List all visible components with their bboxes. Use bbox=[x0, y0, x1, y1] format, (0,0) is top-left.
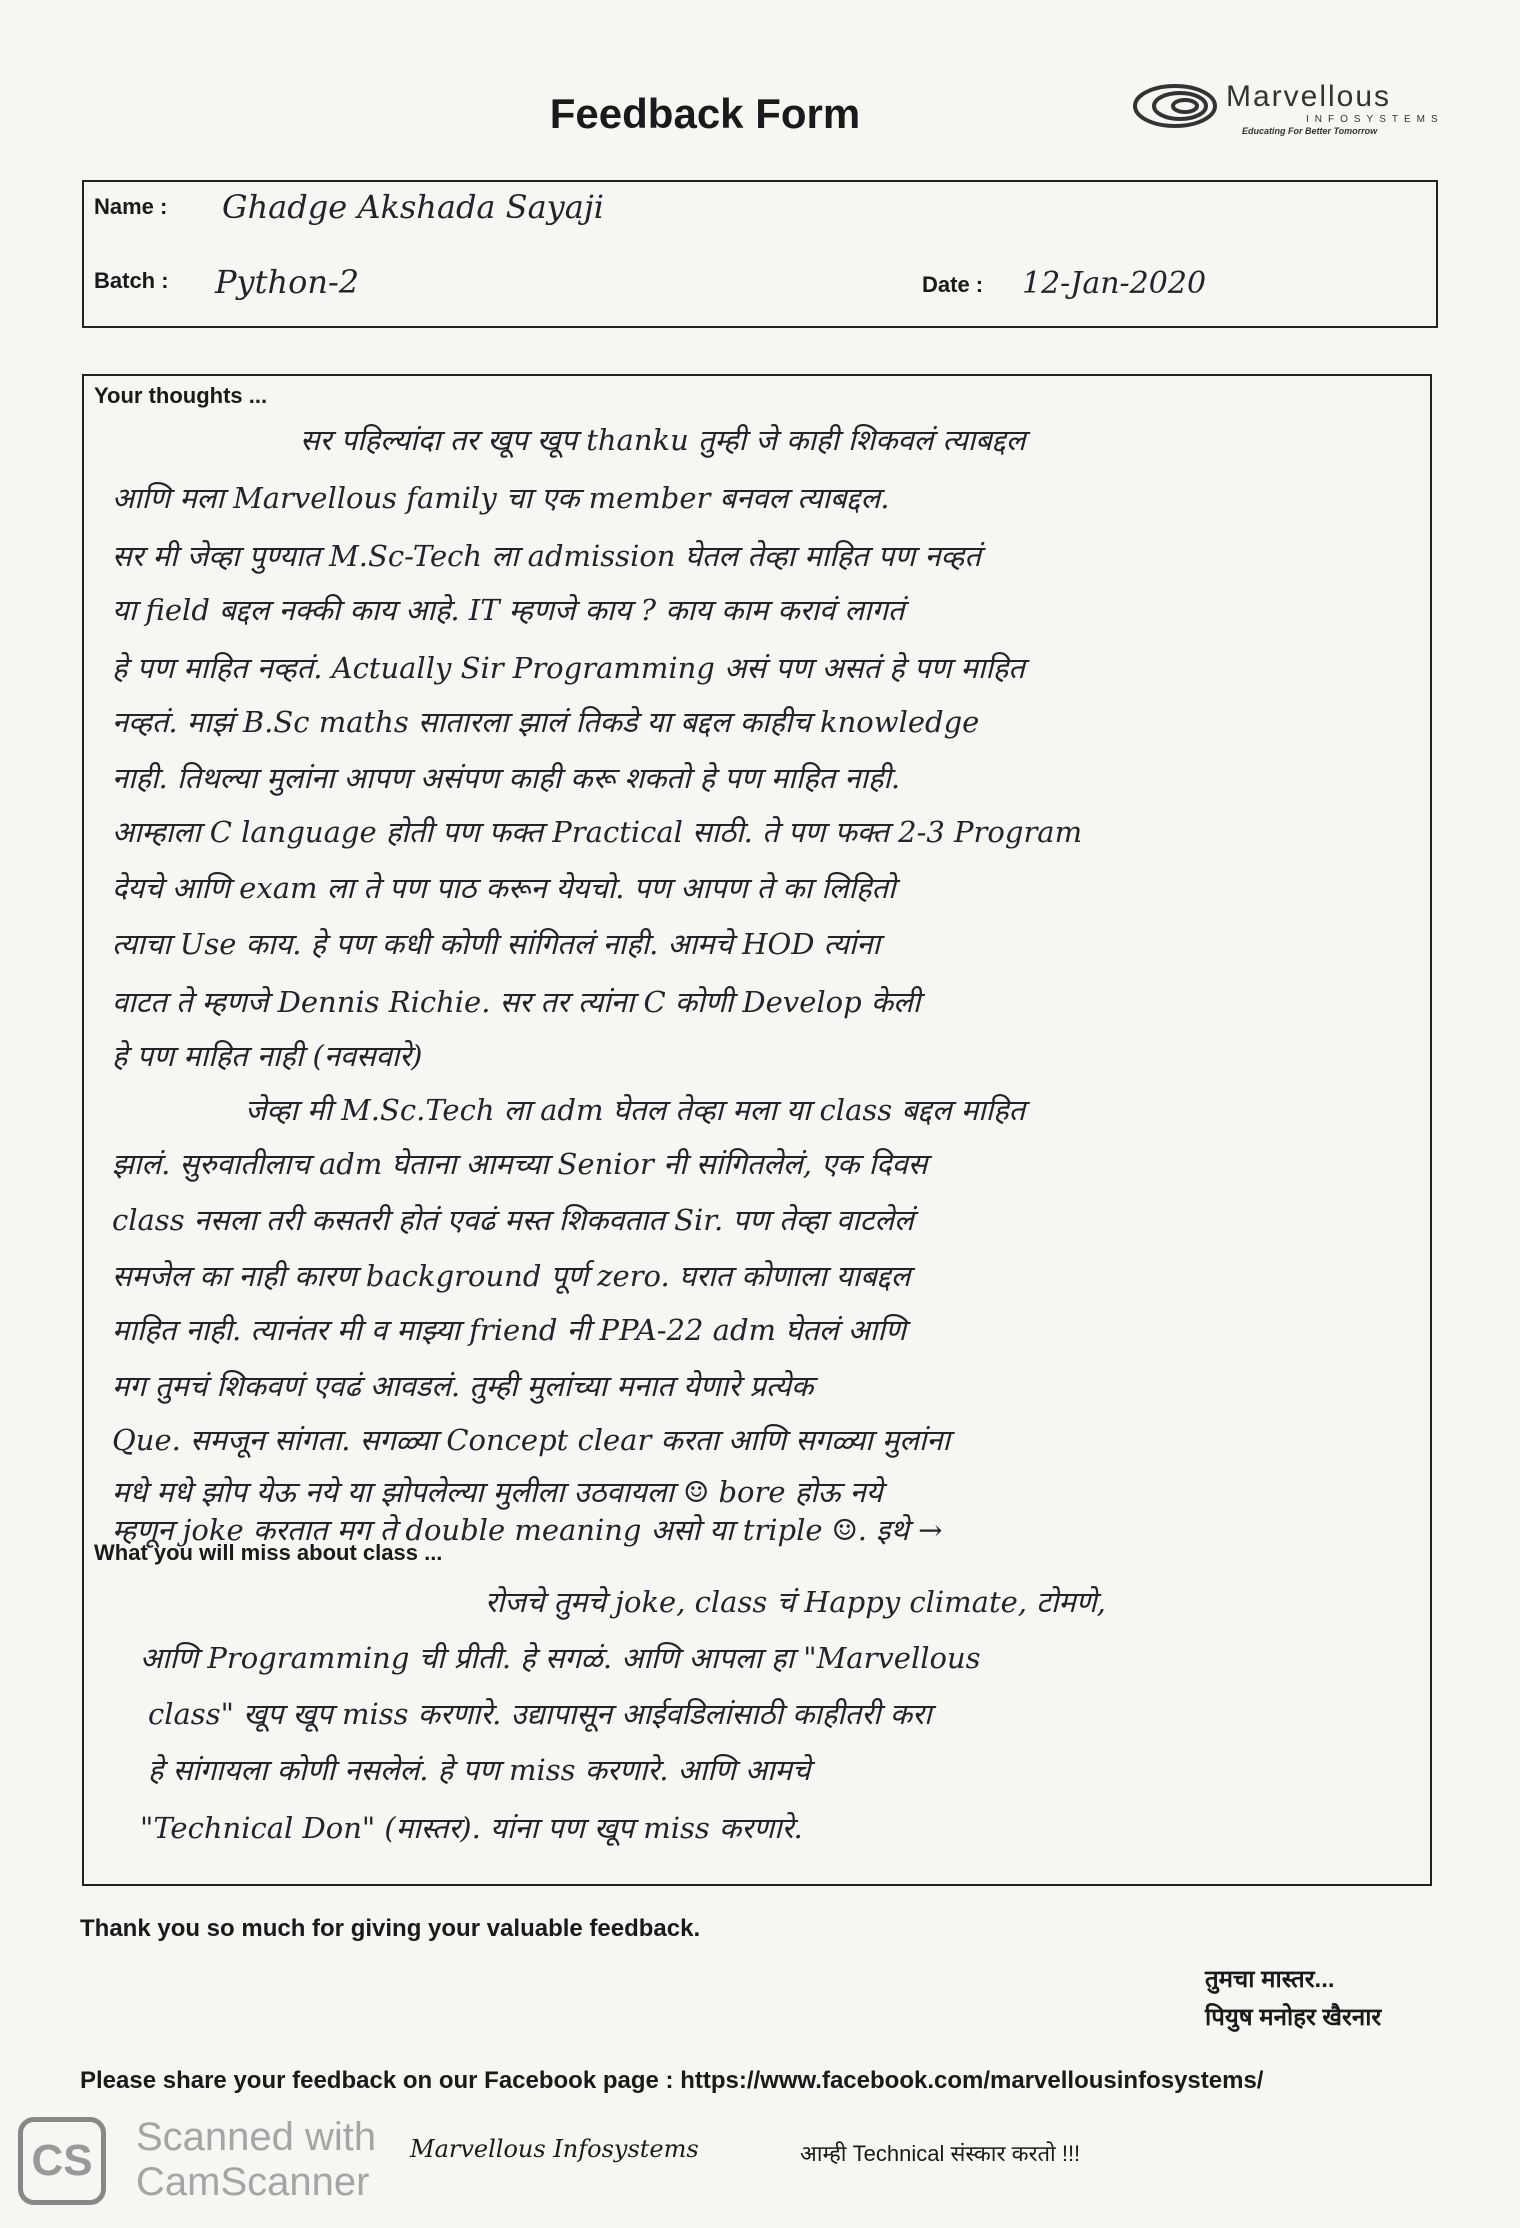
thought-line: झालं. सुरुवातीलाच adm घेताना आमच्या Senior नी सांगितलेलं, एक दिवस bbox=[112, 1147, 928, 1181]
miss-line: आणि Programming ची प्रीती. हे सगळं. आणि आपला हा "Marvellous bbox=[140, 1641, 981, 1675]
thought-line: म्हणून joke करतात मग ते double meaning असो या triple ☺. इथे → bbox=[112, 1513, 943, 1547]
logo-swirl-icon bbox=[1130, 78, 1220, 138]
date-field: 12-Jan-2020 bbox=[1022, 266, 1207, 301]
thought-line: मधे मधे झोप येऊ नये या झोपलेल्या मुलीला उठवायला ☺ bore होऊ नये bbox=[112, 1475, 883, 1509]
miss-line: "Technical Don" (मास्तर). यांना पण खूप miss करणारे. bbox=[140, 1811, 803, 1845]
thought-line: सर पहिल्यांदा तर खूप खूप thanku तुम्ही जे काही शिकवलं त्याबद्दल bbox=[300, 423, 1026, 457]
logo-name: Marvellous bbox=[1226, 80, 1392, 113]
thought-line: समजेल का नाही कारण background पूर्ण zero. घरात कोणाला याबद्दल bbox=[112, 1259, 911, 1293]
miss-line: हे सांगायला कोणी नसलेलं. हे पण miss करणारे. आणि आमचे bbox=[148, 1753, 811, 1787]
thought-line: सर मी जेव्हा पुण्यात M.Sc-Tech ला admission घेतल तेव्हा माहित पण नव्हतं bbox=[112, 539, 981, 573]
miss-line: रोजचे तुमचे joke, class चं Happy climate, टोमणे, bbox=[485, 1585, 1106, 1619]
miss-label: What you will miss about class ... bbox=[94, 1540, 443, 1565]
thoughts-label: Your thoughts ... bbox=[94, 383, 268, 408]
scanner-watermark-line-2: CamScanner bbox=[136, 2160, 370, 2204]
company-logo bbox=[1130, 78, 1480, 138]
thought-line: हे पण माहित नव्हतं. Actually Sir Programming असं पण असतं हे पण माहित bbox=[112, 651, 1025, 685]
signature-line-1: तुमचा मास्तर... bbox=[1205, 1966, 1335, 1993]
thought-line: हे पण माहित नाही (नवसवारे) bbox=[112, 1039, 423, 1073]
company-name: Marvellous Infosystems bbox=[410, 2135, 699, 2163]
thought-line: या field बद्दल नक्की काय आहे. IT म्हणजे काय ? काय काम करावं लागतं bbox=[112, 593, 905, 627]
thought-line: class नसला तरी कसतरी होतं एवढं मस्त शिकवतात Sir. पण तेव्हा वाटलेलं bbox=[112, 1203, 914, 1237]
form-title: Feedback Form bbox=[549, 90, 861, 137]
camscanner-logo-icon: CS bbox=[18, 2117, 106, 2205]
batch-field: Python-2 bbox=[215, 263, 360, 301]
name-label: Name : bbox=[94, 194, 168, 219]
scanner-watermark-line-1: Scanned with bbox=[136, 2115, 377, 2159]
thought-line: देयचे आणि exam ला ते पण पाठ करून येयचो. पण आपण ते का लिहितो bbox=[112, 871, 896, 905]
thought-line: नाही. तिथल्या मुलांना आपण असंपण काही करू शकतो हे पण माहित नाही. bbox=[112, 761, 901, 795]
company-motto: आम्ही Technical संस्कार करतो !!! bbox=[800, 2141, 1081, 2166]
thought-line: Que. समजून सांगता. सगळ्या Concept clear करता आणि सगळ्या मुलांना bbox=[112, 1423, 950, 1457]
thought-line: मग तुमचं शिकवणं एवढं आवडलं. तुम्ही मुलांच्या मनात येणारे प्रत्येक bbox=[112, 1369, 814, 1403]
logo-subtitle: INFOSYSTEMS bbox=[1306, 114, 1444, 125]
name-field: Ghadge Akshada Sayaji bbox=[222, 188, 604, 226]
thought-line: माहित नाही. त्यानंतर मी व माझ्या friend नी PPA-22 adm घेतलं आणि bbox=[112, 1313, 906, 1347]
miss-line: class" खूप खूप miss करणारे. उद्यापासून आईवडिलांसाठी काहीतरी करा bbox=[148, 1697, 932, 1731]
thought-line: वाटत ते म्हणजे Dennis Richie. सर तर त्यांना C कोणी Develop केली bbox=[112, 985, 921, 1019]
thanks-note: Thank you so much for giving your valuable feedback. bbox=[80, 1915, 701, 1942]
thought-line: त्याचा Use काय. हे पण कधी कोणी सांगितलं नाही. आमचे HOD त्यांना bbox=[112, 927, 881, 961]
batch-label: Batch : bbox=[94, 268, 169, 293]
date-label: Date : bbox=[922, 272, 984, 297]
thought-line: आम्हाला C language होती पण फक्त Practical साठी. ते पण फक्त 2-3 Program bbox=[112, 815, 1083, 849]
signature-line-2: पियुष मनोहर खैरनार bbox=[1205, 2004, 1382, 2031]
thought-line: नव्हतं. माझं B.Sc maths सातारला झालं तिकडे या बद्दल काहीच knowledge bbox=[112, 705, 980, 739]
thought-line: जेव्हा मी M.Sc.Tech ला adm घेतल तेव्हा मला या class बद्दल माहित bbox=[245, 1093, 1026, 1127]
logo-tagline: Educating For Better Tomorrow bbox=[1242, 126, 1378, 136]
thought-line: आणि मला Marvellous family चा एक member बनवल त्याबद्दल. bbox=[112, 481, 890, 515]
facebook-share-note: Please share your feedback on our Facebook page : https://www.facebook.com/marvellousinfosystems/ bbox=[80, 2067, 1264, 2094]
